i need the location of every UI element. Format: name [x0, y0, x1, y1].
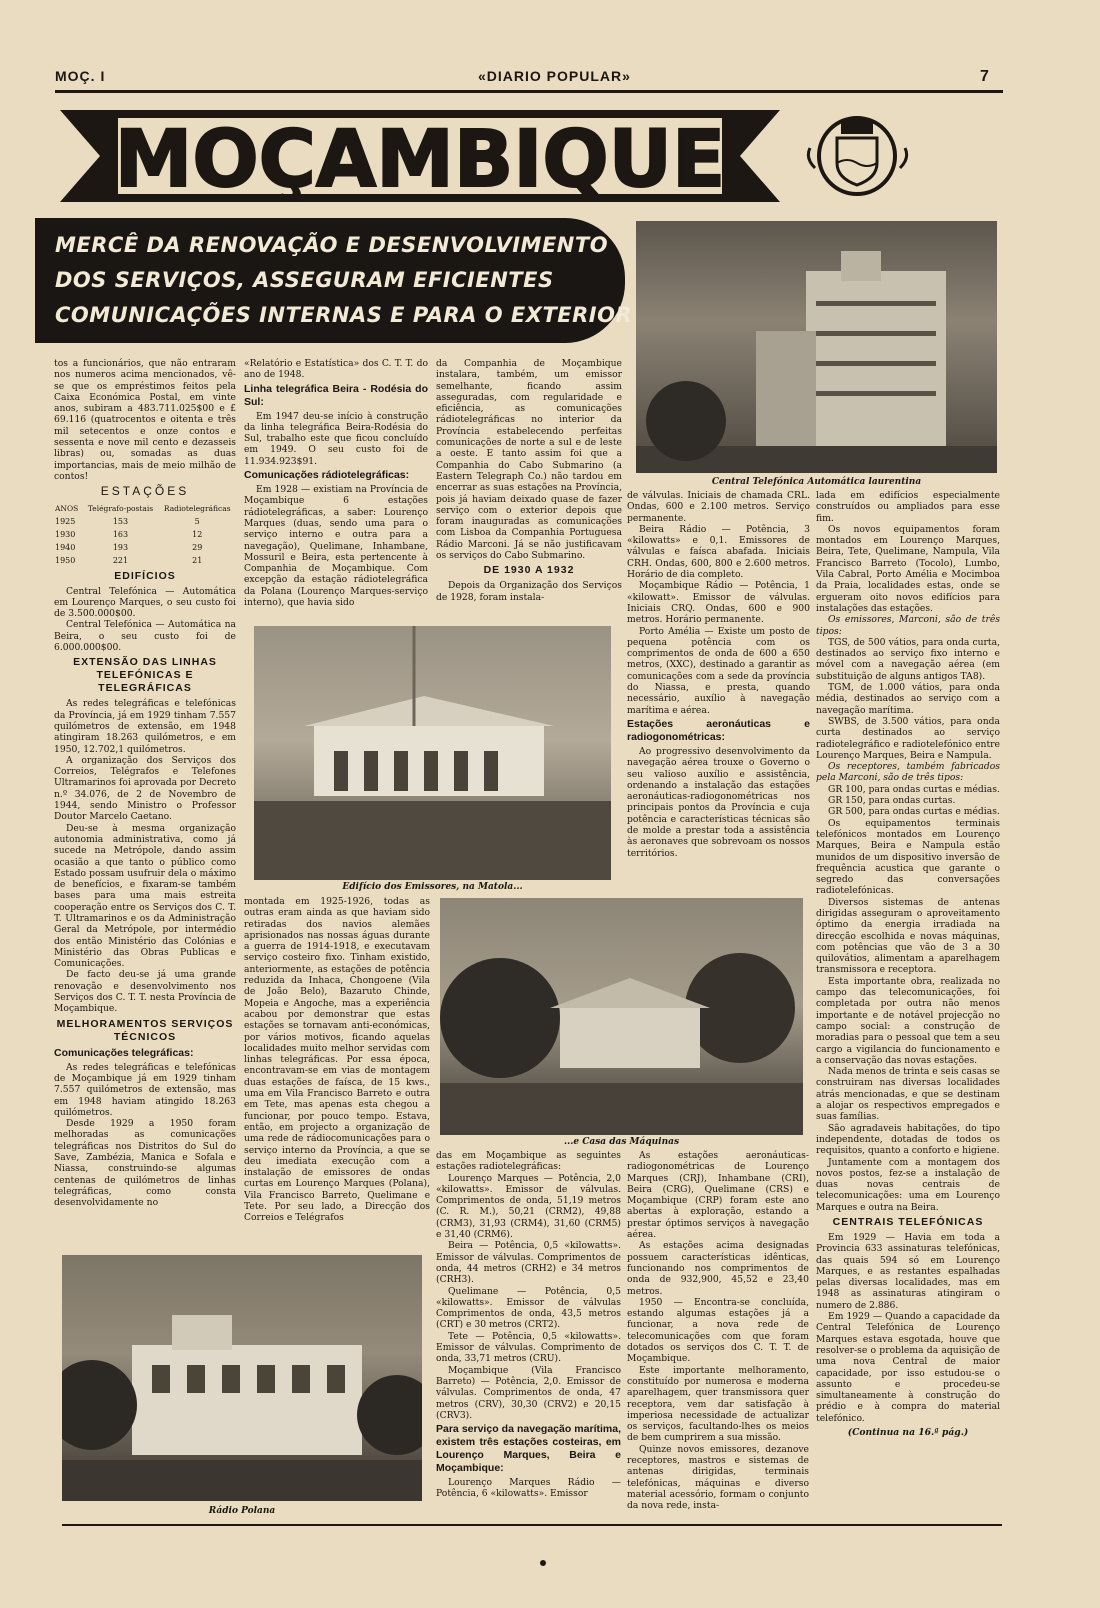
continuation-note: (Continua na 16.ª pág.): [847, 1427, 969, 1439]
photo-central-telefonica: [636, 221, 997, 473]
paragraph: As redes telegráficas e telefónicas de Moçambique já em 1929 tinham 7.557 quilómetros de extensão, mas em 1948 haviam atingido 18.263 quilómetros.: [54, 1061, 236, 1118]
paragraph: Os emissores, Marconi, são de três tipos:: [816, 614, 1000, 637]
page-section: MOÇ. I: [55, 68, 106, 84]
table-cell: 5: [194, 516, 200, 526]
coat-of-arms-icon: [805, 108, 910, 203]
caption-central: Central Telefónica Automática laurentina: [711, 477, 922, 487]
paragraph: tos a funcionários, que não entraram nos numeros acima mencionados, vê-se que os empréstimos feitos pela Caixa Económica Postal, em vinte anos, subiram a 483.711.025$00 e £ 69.116 (quatrocentos e oitenta e três mil setecentos e onze contos e sessenta e nove mil cento e dezasseis libras) ou, somadas as duas importancias, mais de meio milhão de contos!: [54, 358, 236, 482]
table-cell: 1930: [55, 529, 76, 539]
paragraph: São agradaveis habitações, do tipo independente, dotadas de todos os requisitos, quanto a conforto e higiene.: [816, 1122, 1000, 1157]
paragraph: TGM, de 1.000 vátios, para onda média, destinados ao serviço com a navegação marítima.: [816, 682, 1000, 716]
paragraph: Moçambique Rádio — Potência, 1 «kilowatt». Emissor de válvulas. Iniciais CRQ. Ondas, 600 e 900 metros. Horário permanente.: [627, 580, 810, 626]
column-header: ANOS: [55, 503, 79, 513]
paragraph: Em 1947 deu-se início à construção da linha telegráfica Beira-Rodésia do Sul, trabalho este que ficou concluído em 1949. O seu custo foi de 11.934.923$91.: [244, 410, 428, 467]
paragraph: A organização dos Serviços dos Correios, Telégrafos e Telefones Ultramarinos foi aprovada por Decreto n.º 34.076, de 2 de Novembro de 1944, sendo Ministro o Professor Doutor Marcelo Caetano.: [54, 754, 236, 823]
article-column-3-bottom: [436, 1150, 621, 1520]
paragraph: GR 500, para ondas curtas e médias.: [828, 806, 1000, 818]
section-title: MELHORAMENTOS SERVIÇOS TÉCNICOS: [56, 1017, 234, 1043]
article-column-1: [54, 358, 236, 1248]
paragraph: montada em 1925-1926, todas as outras eram ainda as que haviam sido retiradas dos navios alemães aprisionados nas nossas águas durante a guerra de 1914-1918, e executavam serviço costeiro fixo. Tinham existido, anteriormente, as estações de potência reduzida da Inhaca, Chongoene (Vila de João Belo), Bazaruto Chinde, Mopeia e Angoche, mas a experiência acabou por demonstrar que estas estações se tornavam anti-económicas, por vários motivos, ficando aquelas localidades muito melhor servidas com linhas telegráficas. Por essa época, encontravam-se em vias de montagem duas estações de faísca, de 15 kws., uma em Vila Francisco Barreto e outra em Tete, mas apenas esta chegou a funcionar, por pouco tempo. Estava, então, em projecto a organização de uma rede de rádiocomunicações para o serviço interno da Província, a que se deu imediata execução com a instalação de emissores de ondas curtas em Lourenço Marques (Polana), Vila Francisco Barreto, Quelimane e Tete. Por seu lado, a Direcção dos Correios e Telégrafos: [244, 896, 430, 1224]
paragraph: Os novos equipamentos foram montados em Lourenço Marques, Beira, Tete, Quelimane, Nampula, Vila Francisco Barreto (Tocolo), Lumbo, Vila Cabral, Porto Amélia e Mocimboa da Praia, localidades estas, onde se ergueram oito novos edifícios para instalações das estações.: [816, 523, 1000, 614]
table-row: [54, 515, 236, 528]
article-column-4-top: [627, 490, 810, 890]
title-banner: [60, 110, 780, 202]
paragraph: Central Telefónica — Automática em Lourenço Marques, o seu custo foi de 3.500.000$00.: [54, 585, 236, 620]
paragraph: Central Telefónica — Automática na Beira, o seu custo foi de 6.000.000$00.: [54, 619, 236, 654]
paragraph: Deu-se à mesma organização autonomia administrativa, como já sucede na Metrópole, dando assim ocasião a que tanto o público como Estado possam usufruir dela o máximo de benefícios, e fixaram-se também bases para uma mais estreita cooperação entre os Serviços dos C. T. T. Ultramarinos e os da Administração Geral da Metrópole, por intermédio dos então Ministério das Colónias e Ministério das Obras Publicas e Comunicações.: [54, 822, 236, 970]
table-cell: 1925: [55, 516, 76, 526]
section-title: EDIFÍCIOS: [114, 569, 176, 582]
paragraph: Diversos sistemas de antenas dirigidas asseguram o aproveitamento óptimo da energia irradiada na direcção escolhida e novas máquinas, com potências que vão de 3 a 30 quilovátios, alimentam a aparelhagem transmissora e receptora.: [816, 896, 1000, 976]
paragraph: da Companhia de Moçambique instalara, também, um emissor semelhante, ficando assim asseguradas, com regularidade e eficiência, as comunicações rádiotelegráficas no interior da Província estabelecendo perfeitas comunicações de norte a sul e de leste a oeste. E tanto assim foi que a Companhia do Cabo Submarino (a Eastern Telegraph Co.) não tardou em encerrar as suas estações na Província, pois já haviam deixado quase de fazer serviço com o exterior depois que foram inauguradas as comunicações com Lisboa da Companhia Portuguesa Rádio Marconi. Já se não justificavam os serviços do Cabo Submarino.: [436, 358, 622, 562]
section-subtitle: Comunicações rádiotelegráficas:: [244, 469, 410, 482]
column-header: Radiotelegráficas: [163, 503, 231, 513]
header-rule: [55, 90, 1003, 93]
article-column-3-top: [436, 358, 622, 622]
table-cell: 12: [192, 529, 203, 539]
paragraph: As estações aeronáuticas-radiogonométricas de Lourenço Marques (CRJ), Inhambane (CRI), Beira (CRG), Quelimane (CRS) e Moçambique (CRP) foram este ano abertas à exploração, estando a prestar óptimos serviços à navegação aérea.: [627, 1150, 809, 1241]
paragraph: Lourenço Marques — Potência, 2,0 «kilowatts». Emissor de válvulas. Comprimentos de onda, 51,19 metros (C. R. M.), 50,21 (CRM2), 49,88 (CRM3), 31,93 (CRM4), 31,60 (CRM5) e 31,40 (CRM6).: [436, 1172, 621, 1241]
photo-emissores: [254, 626, 611, 880]
section-title: EXTENSÃO DAS LINHAS TELEFÓNICAS E TELEGRÁFICAS: [73, 656, 217, 695]
headline-line-3: COMUNICAÇÕES INTERNAS E PARA O EXTERIOR: [55, 303, 633, 327]
paragraph: GR 150, para ondas curtas.: [828, 795, 956, 807]
paragraph: Este importante melhoramento, constituído por numerosa e moderna aparelhagem, quer transmissora quer receptora, vem dar satisfação à imperiosa necessidade de actualizar os serviços, facultando-lhes os meios de bem cumprirem a sua missão.: [627, 1364, 809, 1444]
headline-line-2: DOS SERVIÇOS, ASSEGURAM EFICIENTES: [55, 268, 554, 292]
paragraph: Tete — Potência, 0,5 «kilowatts». Emissor de válvulas. Comprimento de onda, 33,71 metros (CRU).: [436, 1330, 621, 1365]
table-cell: 193: [112, 542, 129, 552]
paragraph: Beira Rádio — Potência, 3 «kilowatts» e 0,1. Emissores de válvulas e faísca abafada. Iniciais CRH. Ondas, 600, 800 e 2.600 metros. Horário de dia completo.: [627, 523, 810, 581]
paragraph: As estações acima designadas possuem características idênticas, funcionando nos comprimentos de onda de 932,900, 45,52 e 23,40 metros.: [627, 1240, 809, 1297]
paragraph: GR 100, para ondas curtas e médias.: [828, 783, 1000, 795]
paragraph: SWBS, de 3.500 vátios, para onda curta destinados ao serviço radiotelegráfico e radiotelefónico entre Lourenço Marques, Beira e Nampula.: [816, 715, 1000, 761]
table-cell: 163: [112, 529, 129, 539]
newspaper-name: «DIARIO POPULAR»: [478, 68, 631, 84]
section-subtitle: Para serviço da navegação marítima, existem três estações costeiras, em Lourenço Marques, Beira e Moçambique:: [436, 1423, 621, 1475]
column-header: Telégrafo-postais: [87, 503, 154, 513]
paragraph: Em 1929 — Quando a capacidade da Central Telefónica de Lourenço Marques estava esgotada, houve que resolver-se o problema da aquisição de uma nova Central de maior capacidade, por isso estudou-se o assunto e procedeu-se simultaneamente à construção do prédio e à compra do material telefónico.: [816, 1311, 1000, 1424]
article-column-2-top: [244, 358, 428, 622]
paragraph: Beira — Potência, 0,5 «kilowatts». Emissor de válvulas. Comprimentos de onda, 44 metros (CRH2) e 34 metros (CRH3).: [436, 1240, 621, 1286]
paragraph: Esta importante obra, realizada no campo das telecomunicações, foi completada por outra não menos importante e de notável projecção no campo social: a construção de moradias para o pessoal que tem a seu cargo a vigilancia do funcionamento e a conservação das novas estações.: [816, 975, 1000, 1066]
paragraph: lada em edifícios especialmente construídos ou ampliados para esse fim.: [816, 490, 1000, 524]
caption-maquinas: ...e Casa das Máquinas: [563, 1137, 680, 1147]
paragraph: Porto Amélia — Existe um posto de pequena potência com os comprimentos de onda de 600 a 650 metros, (XXC), destinado a garantir as comunicações com a sede da província do Niassa, e presta, quando necessário, auxílio à navegação marítima e aérea.: [627, 625, 810, 716]
page-number: 7: [980, 68, 990, 85]
table-cell: 1940: [55, 542, 76, 552]
headline: [35, 218, 633, 343]
photo-casa-maquinas: [440, 898, 803, 1135]
caption-emissores: Edifício dos Emissores, na Matola...: [342, 882, 523, 892]
paragraph: Em 1928 — existiam na Província de Moçambique 6 estações rádiotelegráficas, a saber: Lourenço Marques (duas, sendo uma para o serviço interno e outra para a navegação), Quelimane, Inhambane, Mossuril e Beira, esta pertencente à Companhia de Moçambique. Com excepção da estação rádiotelegráfica da Polana (Lourenço Marques-serviço interno), que havia sido: [244, 484, 428, 609]
article-column-2-bottom: [244, 896, 430, 1248]
table-cell: 221: [112, 555, 129, 565]
section-title: CENTRAIS TELEFÓNICAS: [832, 1216, 984, 1228]
paragraph: Ao progressivo desenvolvimento da navegação aérea trouxe o Governo o seu valioso auxílio e assistência, ordenando a instalação das estações aeronáuticas-radiogonométricas nos principais pontos da Província e cuja potência e características técnicas são de molde a prestar toda a assistência às aeronaves que sobrevoam os nossos territórios.: [627, 745, 810, 859]
photo-radio-polana: [62, 1255, 422, 1501]
paragraph: As redes telegráficas e telefónicas da Província, já em 1929 tinham 7.557 quilómetros de extensão, em 1948 atingiram 18.263 quilómetros, e em 1950, 12.702,1 quilómetros.: [54, 698, 236, 755]
table-row: [54, 528, 236, 541]
paragraph: 1950 — Encontra-se concluída, estando algumas estações já a funcionar, a nova rede de telecomunicações com que foram dotados os serviços dos C. T. T. de Moçambique.: [627, 1296, 809, 1365]
headline-line-1: MERCÊ DA RENOVAÇÃO E DESENVOLVIMENTO: [55, 233, 609, 257]
paragraph: De facto deu-se já uma grande renovação e desenvolvimento nos Serviços dos C. T. T. nesta Província de Moçambique.: [54, 969, 236, 1015]
paragraph: Quinze novos emissores, dezanove receptores, mastros e sistemas de antenas dirigidas, terminais telefónicas, máquinas e diverso material acessório, formam o conjunto da nova rede, insta-: [627, 1443, 809, 1512]
binding-hole-icon: [540, 1560, 546, 1566]
stats-title: ESTAÇÕES: [100, 484, 190, 499]
section-subtitle: Estações aeronáuticas e radiogonométricas:: [627, 717, 810, 743]
paragraph: Em 1929 — Havia em toda a Provincia 633 assinaturas telefónicas, das quais 594 só em Lourenço Marques, e as restantes espalhadas pelas diversas localidades, mas em 1948 as assinaturas atingiram o numero de 2.886.: [816, 1232, 1000, 1311]
paragraph: Nada menos de trinta e seis casas se construiram nas diversas localidades atrás mencionadas, e que se destinam a alojar os respectivos empregados e suas famílias.: [816, 1066, 1000, 1123]
paragraph: Desde 1929 a 1950 foram melhoradas as comunicações telegráficas nos Distritos do Sul do Save, Zambézia, Manica e Sofala e Niassa, construindo-se algumas centenas de quilómetros de linhas telegráficas, como consta desenvolvidamente no: [54, 1118, 236, 1209]
article-column-5: [816, 490, 1000, 1520]
table-header-row: [54, 502, 236, 515]
table-cell: 153: [112, 516, 129, 526]
paragraph: TGS, de 500 vátios, para onda curta, destinados ao serviço fixo interno e móvel com a navegação aérea (em substituição de alguns antigos TA8).: [816, 636, 1000, 682]
table-cell: 1950: [55, 555, 76, 565]
paragraph: «Relatório e Estatística» dos C. T. T. do ano de 1948.: [244, 358, 428, 381]
table-row: [54, 554, 236, 567]
paragraph: das em Moçambique as seguintes estações radiotelegráficas:: [436, 1150, 621, 1173]
article-column-4-bottom: [627, 1150, 809, 1520]
paragraph: Os receptores, também fabricados pela Marconi, são de três tipos:: [816, 761, 1000, 784]
paragraph: Lourenço Marques Rádio — Potência, 6 «kilowatts». Emissor: [436, 1477, 621, 1500]
paragraph: Depois da Organização dos Serviços de 1928, foram instala-: [436, 580, 622, 603]
caption-radio-polana: Rádio Polana: [208, 1506, 276, 1516]
section-title: DE 1930 A 1932: [483, 564, 575, 577]
section-subtitle: Linha telegráfica Beira - Rodésia do Sul:: [244, 382, 428, 408]
paragraph: Juntamente com a montagem dos novos postos, fez-se a instalação de duas novas centrais de telecomunicações: uma em Lourenço Marques e outra na Beira.: [816, 1156, 1000, 1213]
stats-table: [54, 502, 236, 567]
paragraph: Quelimane — Potência, 0,5 «kilowatts». Emissor de válvulas Comprimentos de onda, 43,5 metros (CRT) e 30 metros (CRT2).: [436, 1285, 621, 1331]
section-subtitle: Comunicações telegráficas:: [54, 1046, 194, 1059]
table-row: [54, 541, 236, 554]
table-cell: 29: [192, 542, 203, 552]
paragraph: Moçambique (Vila Francisco Barreto) — Potência, 2,0. Emissor de válvulas. Comprimentos de onda, 47 metros (CRV), 30,30 (CRV2) e 20,15 (CRV3).: [436, 1364, 621, 1421]
paragraph: Os equipamentos terminais telefónicos montados em Lourenço Marques, Beira e Nampula estão munidos de um dispositivo inversão de frequência acustica que garante o segredo das conversações radiotelefónicas.: [816, 817, 1000, 897]
footer-rule: [62, 1524, 1002, 1526]
banner-title: MOÇAMBIQUE: [114, 115, 726, 202]
paragraph: de válvulas. Iniciais de chamada CRL. Ondas, 600 e 2.100 metros. Serviço permanente.: [627, 490, 810, 524]
table-cell: 21: [192, 555, 203, 565]
